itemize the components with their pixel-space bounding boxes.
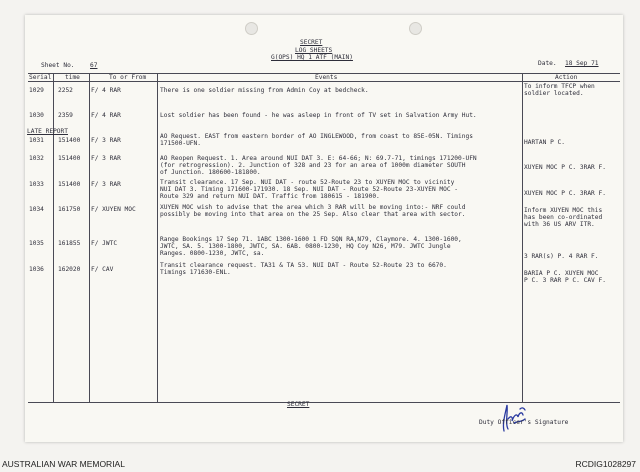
col-header-action: Action [555,74,578,81]
entry-action-line: BARIA P C. XUYEN MOC [524,270,599,277]
duty-officer-signature [498,401,534,435]
entry-to-from: F/ 3 RAR [91,181,121,188]
entry-events-line: Route 329 and return NUI DAT. Traffic from 180615 - 181900. [160,193,380,200]
entry-serial: 1031 [29,137,44,144]
entry-time: 161750 [58,206,81,213]
entry-serial: 1029 [29,87,44,94]
entry-action-line: To inform TFCP when [524,83,595,90]
entry-events-line: Ranges. 0800-1230, JWTC, sa. [160,250,265,257]
entry-serial: 1032 [29,155,44,162]
classification-bottom: SECRET [287,401,310,408]
entry-events-line: Timings 171630-ENL. [160,269,231,276]
entry-time: 161855 [58,240,81,247]
entry-to-from: F/ CAV [91,266,114,273]
entry-to-from: F/ XUYEN MOC [91,206,136,213]
archive-credit: AUSTRALIAN WAR MEMORIAL [2,459,125,469]
entry-events-line: XUYEN MOC wish to advise that the area which 3 RAR will be moving into:- NRF could [160,204,466,211]
col-header-serial: Serial [29,74,52,81]
col-divider-1 [53,73,54,402]
entry-serial: 1034 [29,206,44,213]
sheet-subtitle: G(OPS) HQ 1 ATF (MAIN) [271,54,353,61]
entry-action-line: HARTAN P C. [524,139,565,146]
entry-to-from: F/ 3 RAR [91,155,121,162]
entry-action-line: soldier located. [524,90,584,97]
entry-serial: 1030 [29,112,44,119]
sheet-title: LOG SHEETS [295,47,333,54]
col-header-events: Events [315,74,338,81]
col-divider-4 [522,73,523,402]
punch-hole-right [409,22,422,35]
entry-events-line: AO Reopen Request. 1. Area around NUI DAT 3. E: 64-66; N: 69.7-71, timings 171200-UFN [160,155,477,162]
entry-events-line: AO Request. EAST from eastern border of AO INGLEWOOD, from coast to 85E-05N. Timings [160,133,473,140]
entry-events-line: 171500-UFN. [160,140,201,147]
entry-time: 2252 [58,87,73,94]
entry-action-line: P C. 3 RAR P C. CAV F. [524,277,606,284]
entry-action-line: has been co-ordinated [524,214,603,221]
entry-serial: 1033 [29,181,44,188]
entry-events-line: of Junction. 180600-181800. [160,169,261,176]
entry-events-line: Transit clearance request. TA31 & TA 53. NUI DAT - Route 52-Route 23 to 6670. [160,262,447,269]
col-header-time: time [65,74,80,81]
entry-action-line: Inform XUYEN MOC this [524,207,603,214]
entry-to-from: F/ 4 RAR [91,87,121,94]
entry-time: 151400 [58,155,81,162]
entry-events-line: Lost soldier has been found - he was asleep in front of TV set in Salvation Army Hut. [160,112,477,119]
entry-serial: 1036 [29,266,44,273]
header-rule-bottom [28,81,620,82]
date-label: Date. [538,60,557,67]
sheet-no-label: Sheet No. [41,62,75,69]
col-divider-2 [89,73,90,402]
entry-action-line: XUYEN MOC P C. 3RAR F. [524,190,606,197]
entry-events-line: Range Bookings 17 Sep 71. 1ABC 1300-1600 1 FD SQN RA,N79, Claymore. 4. 1300-1600, [160,236,462,243]
late-report-label: LATE REPORT [27,128,68,135]
entry-events-line: possibly be moving into that area on the 25 Sep. Also clear that area with sector. [160,211,466,218]
entry-time: 2359 [58,112,73,119]
entry-events-line: (for retrogression). 2. Junction of 328 and 23 for an area of 1000m diameter SOUTH [160,162,466,169]
col-divider-3 [157,73,158,402]
sheet-no: 67 [90,62,98,69]
entry-action-line: 3 RAR(s) P. 4 RAR F. [524,253,599,260]
entry-action-line: with 36 US ARV ITR. [524,221,595,228]
signature-label: Duty Officer's Signature [479,419,569,426]
entry-time: 151400 [58,137,81,144]
entry-to-from: F/ JWTC [91,240,118,247]
archive-reference: RCDIG1028297 [575,459,636,469]
entry-events-line: JWTC, SA. 5. 1300-1800, JWTC, SA. 6AB. 0800-1230, HQ Coy N26, M79. JWTC Jungle [160,243,451,250]
entry-serial: 1035 [29,240,44,247]
entry-events-line: There is one soldier missing from Admin Coy at bedcheck. [160,87,369,94]
col-header-to-or-from: To or From [109,74,147,81]
entry-to-from: F/ 4 RAR [91,112,121,119]
entry-to-from: F/ 3 RAR [91,137,121,144]
entry-time: 151400 [58,181,81,188]
entry-action-line: XUYEN MOC P C. 3RAR F. [524,164,606,171]
log-sheet [25,15,623,442]
punch-hole-left [245,22,258,35]
entry-time: 162020 [58,266,81,273]
entry-events-line: Transit clearance. 17 Sep. NUI DAT - route 52-Route 23 to XUYEN MOC to vicinity [160,179,455,186]
classification-top: SECRET [300,39,323,46]
entry-events-line: NUI DAT 3. Timing 171600-171930. 18 Sep. NUI DAT - Route 52-Route 23-XUYEN MOC - [160,186,459,193]
date-value: 18 Sep 71 [565,60,599,67]
